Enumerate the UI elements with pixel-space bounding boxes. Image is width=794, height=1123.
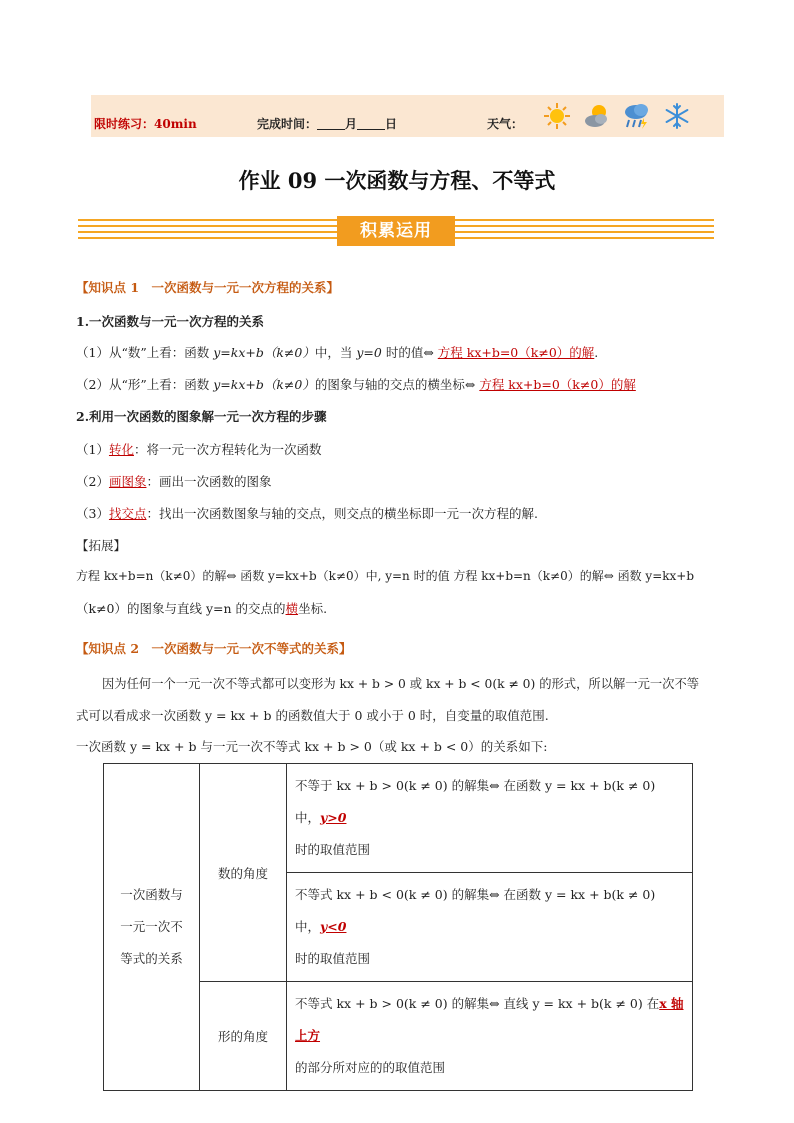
section-banner: 积累运用 [337, 216, 455, 246]
extension-line-2: （k≠0）的图象与直线 y=n 的交点的横坐标. [76, 601, 328, 616]
subheading-1: 1.一次函数与一元一次方程的关系 [76, 314, 265, 329]
answer-above-x-axis: x 轴上方 [295, 996, 684, 1043]
month-blank[interactable] [317, 118, 345, 130]
paragraph-2: 式可以看成求一次函数 y = kx + b 的函数值大于 0 或小于 0 时，自变量的取值范围. [76, 708, 549, 723]
page-title: 作业 09 一次函数与方程、不等式 [238, 168, 556, 193]
table-cell: 不等式 kx + b < 0(k ≠ 0) 的解集⇔ 在函数 y = kx + b(k ≠ 0) 中，y<0 时的取值范围 [287, 873, 693, 982]
extension-line-1: 方程 kx+b=n（k≠0）的解⇔ 函数 y=kx+b（k≠0）中, y=n 时的值 方程 kx+b=n（k≠0）的解⇔ 函数 y=kx+b [76, 569, 695, 583]
table-cell: 不等于 kx + b > 0(k ≠ 0) 的解集⇔ 在函数 y = kx + b(k ≠ 0) 中，y>0 时的取值范围 [287, 764, 693, 873]
time-limit: 限时练习：40min [94, 117, 197, 131]
step-3: （3）找交点：找出一次函数图象与轴的交点，则交点的横坐标即一元一次方程的解. [76, 506, 538, 521]
step-2: （2）画图象：画出一次函数的图象 [76, 474, 272, 489]
knowledge-point-1-heading: 【知识点 1 一次函数与一元一次方程的关系】 [76, 280, 340, 295]
month-label: 月 [345, 117, 358, 131]
day-blank[interactable] [357, 118, 385, 130]
finish-label: 完成时间： [257, 117, 318, 131]
answer-y-lt-0: y<0 [320, 919, 347, 934]
numeric-angle-cell: 数的角度 [200, 764, 287, 982]
step-keyword: 转化 [108, 442, 134, 457]
knowledge-point-2-heading: 【知识点 2 一次函数与一元一次不等式的关系】 [76, 641, 352, 656]
extension-label: 【拓展】 [76, 538, 127, 553]
snowflake-icon[interactable] [663, 102, 691, 130]
paragraph-1: 因为任何一个一元一次不等式都可以变形为 kx + b > 0 或 kx + b < 0(k ≠ 0) 的形式，所以解一元一次不等 [102, 677, 700, 691]
answer-1: 方程 kx+b=0（k≠0）的解 [437, 345, 595, 360]
answer-y-gt-0: y>0 [320, 810, 347, 825]
storm-icon[interactable] [623, 102, 651, 130]
step-1: （1）转化：将一元一次方程转化为一次函数 [76, 442, 322, 457]
step-keyword: 画图象 [108, 474, 147, 489]
step-keyword: 找交点 [108, 506, 147, 521]
sun-icon[interactable] [543, 102, 571, 130]
paragraph-3: 一次函数 y = kx + b 与一元一次不等式 kx + b > 0（或 kx + b < 0）的关系如下: [76, 739, 548, 754]
finish-time [257, 115, 397, 132]
answer-horizontal: 横 [285, 601, 299, 616]
graphic-view-line: （2）从“形”上看：函数 y=kx+b（k≠0）的图象与轴的交点的横坐标⇔ 方程 kx+b=0（k≠0）的解 [76, 377, 636, 392]
partly-cloudy-icon[interactable] [583, 102, 611, 130]
table-left-cell: 一次函数与 一元一次不 等式的关系 [104, 764, 200, 1091]
relationship-table [103, 763, 693, 1091]
subheading-2: 2.利用一次函数的图象解一元一次方程的步骤 [76, 409, 327, 424]
shape-angle-cell: 形的角度 [200, 982, 287, 1091]
weather-label: 天气： [487, 117, 524, 131]
table-cell: 不等式 kx + b > 0(k ≠ 0) 的解集⇔ 直线 y = kx + b(k ≠ 0) 在x 轴上方 的部分所对应的的取值范围 [287, 982, 693, 1091]
table-row [104, 764, 693, 873]
numeric-view-line: （1）从“数”上看：函数 y=kx+b（k≠0）中，当 y=0 时的值⇔ 方程 kx+b=0（k≠0）的解. [76, 345, 599, 360]
day-label: 日 [385, 117, 398, 131]
answer-2: 方程 kx+b=0（k≠0）的解 [479, 377, 636, 392]
